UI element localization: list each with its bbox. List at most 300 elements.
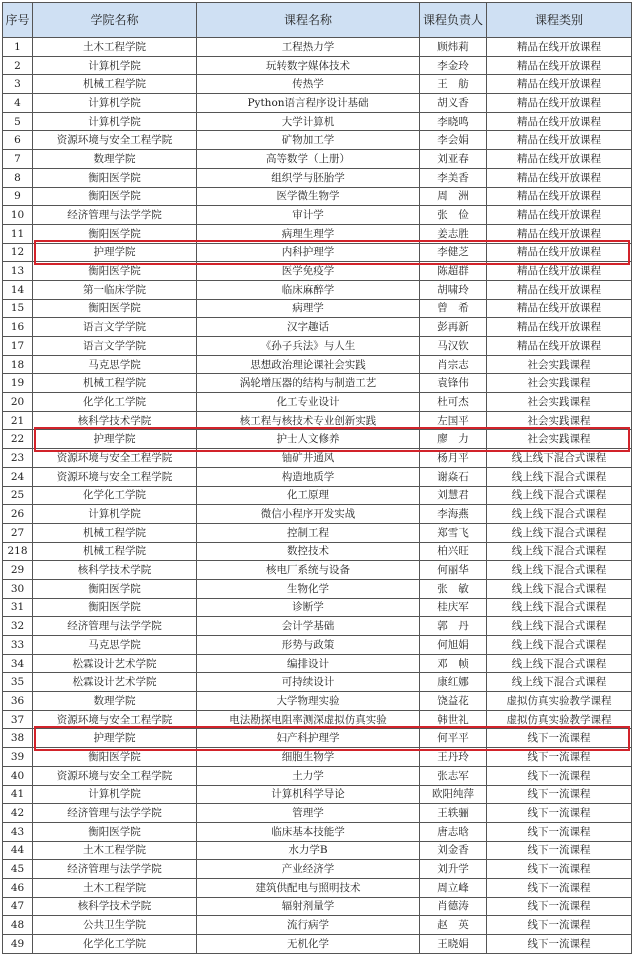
table-row <box>3 262 632 281</box>
cell-index: 2 <box>3 56 33 75</box>
cell-college: 机械工程学院 <box>33 374 197 393</box>
cell-course-category: 线上线下混合式课程 <box>487 654 632 673</box>
cell-index: 19 <box>3 374 33 393</box>
cell-course-name: 诊断学 <box>197 598 420 617</box>
cell-index: 15 <box>3 299 33 318</box>
cell-course-category: 精品在线开放课程 <box>487 150 632 169</box>
cell-college: 数理学院 <box>33 150 197 169</box>
cell-course-name: 编排设计 <box>197 654 420 673</box>
cell-course-category: 线上线下混合式课程 <box>487 561 632 580</box>
cell-course-name: 细胞生物学 <box>197 748 420 767</box>
cell-index: 8 <box>3 168 33 187</box>
table-row <box>3 916 632 935</box>
cell-college: 公共卫生学院 <box>33 916 197 935</box>
cell-course-lead: 刘亚春 <box>420 150 487 169</box>
cell-course-lead: 李金玲 <box>420 56 487 75</box>
cell-college: 计算机学院 <box>33 505 197 524</box>
cell-course-category: 线下一流课程 <box>487 822 632 841</box>
cell-course-name: 病理生理学 <box>197 224 420 243</box>
cell-course-name: 土力学 <box>197 766 420 785</box>
cell-index: 218 <box>3 542 33 561</box>
cell-index: 41 <box>3 785 33 804</box>
cell-college: 语言文学学院 <box>33 337 197 356</box>
table-row <box>3 467 632 486</box>
cell-course-lead: 张志军 <box>420 766 487 785</box>
cell-course-name: 审计学 <box>197 206 420 225</box>
cell-course-category: 线下一流课程 <box>487 729 632 748</box>
cell-index: 45 <box>3 860 33 879</box>
cell-index: 38 <box>3 729 33 748</box>
cell-college: 衡阳医学院 <box>33 262 197 281</box>
cell-course-name: 铀矿井通风 <box>197 449 420 468</box>
cell-course-category: 线上线下混合式课程 <box>487 617 632 636</box>
cell-index: 35 <box>3 673 33 692</box>
cell-college: 计算机学院 <box>33 112 197 131</box>
cell-course-name: 玩转数字媒体技术 <box>197 56 420 75</box>
cell-index: 20 <box>3 393 33 412</box>
cell-course-lead: 周立峰 <box>420 878 487 897</box>
cell-course-lead: 杜可杰 <box>420 393 487 412</box>
cell-index: 4 <box>3 94 33 113</box>
table-header <box>3 3 632 38</box>
cell-college: 护理学院 <box>33 430 197 449</box>
cell-index: 9 <box>3 187 33 206</box>
cell-course-category: 线上线下混合式课程 <box>487 467 632 486</box>
cell-course-category: 精品在线开放课程 <box>487 38 632 57</box>
cell-course-category: 精品在线开放课程 <box>487 262 632 281</box>
cell-course-lead: 杨月平 <box>420 449 487 468</box>
cell-college: 计算机学院 <box>33 94 197 113</box>
cell-course-lead: 康红娜 <box>420 673 487 692</box>
cell-course-category: 线上线下混合式课程 <box>487 523 632 542</box>
table-row <box>3 38 632 57</box>
cell-course-category: 线下一流课程 <box>487 748 632 767</box>
cell-course-lead: 李海燕 <box>420 505 487 524</box>
table-row <box>3 785 632 804</box>
cell-course-category: 精品在线开放课程 <box>487 75 632 94</box>
cell-course-lead: 李健芝 <box>420 243 487 262</box>
cell-course-lead: 张 敏 <box>420 579 487 598</box>
cell-index: 14 <box>3 280 33 299</box>
cell-course-name: 形势与政策 <box>197 636 420 655</box>
cell-index: 40 <box>3 766 33 785</box>
cell-college: 化学化工学院 <box>33 486 197 505</box>
cell-index: 22 <box>3 430 33 449</box>
cell-course-lead: 唐志晗 <box>420 822 487 841</box>
cell-course-lead: 赵 英 <box>420 916 487 935</box>
cell-course-lead: 肖宗志 <box>420 355 487 374</box>
cell-course-lead: 李会娟 <box>420 131 487 150</box>
cell-course-name: 临床基本技能学 <box>197 822 420 841</box>
cell-college: 土木工程学院 <box>33 38 197 57</box>
cell-course-name: 医学免疫学 <box>197 262 420 281</box>
cell-course-category: 精品在线开放课程 <box>487 131 632 150</box>
cell-course-lead: 饶益花 <box>420 692 487 711</box>
cell-college: 土木工程学院 <box>33 878 197 897</box>
table-row <box>3 393 632 412</box>
table-row <box>3 449 632 468</box>
cell-course-lead: 顾炜莉 <box>420 38 487 57</box>
table-row <box>3 56 632 75</box>
header-course-lead: 课程负责人 <box>420 3 487 38</box>
cell-course-category: 线上线下混合式课程 <box>487 542 632 561</box>
table-row <box>3 804 632 823</box>
cell-college: 化学化工学院 <box>33 935 197 954</box>
cell-course-category: 线下一流课程 <box>487 766 632 785</box>
cell-index: 3 <box>3 75 33 94</box>
cell-course-category: 精品在线开放课程 <box>487 224 632 243</box>
cell-index: 42 <box>3 804 33 823</box>
cell-index: 12 <box>3 243 33 262</box>
cell-college: 第一临床学院 <box>33 280 197 299</box>
cell-course-lead: 刘升学 <box>420 860 487 879</box>
cell-index: 1 <box>3 38 33 57</box>
table-row <box>3 224 632 243</box>
table-row <box>3 299 632 318</box>
cell-course-category: 线上线下混合式课程 <box>487 505 632 524</box>
header-course-category: 课程类别 <box>487 3 632 38</box>
table-row <box>3 280 632 299</box>
cell-course-lead: 张 俭 <box>420 206 487 225</box>
cell-index: 24 <box>3 467 33 486</box>
cell-course-lead: 刘金香 <box>420 841 487 860</box>
cell-course-name: 汉字趣话 <box>197 318 420 337</box>
cell-course-category: 精品在线开放课程 <box>487 206 632 225</box>
cell-college: 衡阳医学院 <box>33 299 197 318</box>
table-row <box>3 318 632 337</box>
cell-course-name: 辐射剂量学 <box>197 897 420 916</box>
cell-course-name: 妇产科护理学 <box>197 729 420 748</box>
cell-course-name: 水力学B <box>197 841 420 860</box>
cell-index: 43 <box>3 822 33 841</box>
table-row <box>3 766 632 785</box>
cell-course-lead: 胡啸玲 <box>420 280 487 299</box>
cell-college: 经济管理与法学学院 <box>33 617 197 636</box>
cell-college: 资源环境与安全工程学院 <box>33 710 197 729</box>
cell-course-name: 可持续设计 <box>197 673 420 692</box>
table-row <box>3 598 632 617</box>
table-row <box>3 94 632 113</box>
cell-course-lead: 李美香 <box>420 168 487 187</box>
table-row <box>3 355 632 374</box>
cell-college: 衡阳医学院 <box>33 822 197 841</box>
cell-course-category: 虚拟仿真实验教学课程 <box>487 692 632 711</box>
cell-college: 语言文学学院 <box>33 318 197 337</box>
cell-course-lead: 彭再新 <box>420 318 487 337</box>
cell-index: 48 <box>3 916 33 935</box>
cell-course-name: 会计学基础 <box>197 617 420 636</box>
cell-college: 核科学技术学院 <box>33 897 197 916</box>
cell-course-lead: 左国平 <box>420 411 487 430</box>
cell-college: 松霖设计艺术学院 <box>33 654 197 673</box>
cell-course-category: 线下一流课程 <box>487 804 632 823</box>
cell-college: 资源环境与安全工程学院 <box>33 467 197 486</box>
table-row <box>3 636 632 655</box>
cell-course-name: 生物化学 <box>197 579 420 598</box>
table-row <box>3 112 632 131</box>
table-row <box>3 411 632 430</box>
cell-course-lead: 姜志胜 <box>420 224 487 243</box>
cell-course-lead: 王晓娟 <box>420 935 487 954</box>
cell-course-lead: 何旭娟 <box>420 636 487 655</box>
table-row <box>3 673 632 692</box>
cell-index: 39 <box>3 748 33 767</box>
cell-course-category: 精品在线开放课程 <box>487 187 632 206</box>
cell-course-category: 线上线下混合式课程 <box>487 636 632 655</box>
cell-course-name: 核电厂系统与设备 <box>197 561 420 580</box>
cell-course-name: 内科护理学 <box>197 243 420 262</box>
cell-course-category: 线下一流课程 <box>487 897 632 916</box>
cell-index: 32 <box>3 617 33 636</box>
table-row <box>3 692 632 711</box>
cell-course-name: 高等数学（上册） <box>197 150 420 169</box>
cell-college: 计算机学院 <box>33 785 197 804</box>
table-row <box>3 935 632 954</box>
cell-course-lead: 马汉钦 <box>420 337 487 356</box>
table-row <box>3 131 632 150</box>
table-row <box>3 374 632 393</box>
table-row <box>3 523 632 542</box>
table-row <box>3 729 632 748</box>
cell-course-name: 构造地质学 <box>197 467 420 486</box>
cell-course-name: 矿物加工学 <box>197 131 420 150</box>
cell-course-lead: 何平平 <box>420 729 487 748</box>
cell-course-lead: 李晓鸣 <box>420 112 487 131</box>
cell-course-name: 工程热力学 <box>197 38 420 57</box>
cell-course-lead: 王 舫 <box>420 75 487 94</box>
cell-college: 护理学院 <box>33 729 197 748</box>
table-row <box>3 206 632 225</box>
cell-course-category: 线下一流课程 <box>487 841 632 860</box>
cell-course-name: 护士人文修养 <box>197 430 420 449</box>
cell-course-lead: 袁锋伟 <box>420 374 487 393</box>
cell-course-category: 精品在线开放课程 <box>487 280 632 299</box>
cell-index: 17 <box>3 337 33 356</box>
cell-course-category: 精品在线开放课程 <box>487 94 632 113</box>
cell-course-name: 计算机科学导论 <box>197 785 420 804</box>
header-course-name: 课程名称 <box>197 3 420 38</box>
cell-course-category: 线上线下混合式课程 <box>487 673 632 692</box>
cell-course-name: 涡轮增压器的结构与制造工艺 <box>197 374 420 393</box>
cell-college: 衡阳医学院 <box>33 187 197 206</box>
cell-index: 10 <box>3 206 33 225</box>
cell-index: 36 <box>3 692 33 711</box>
cell-index: 34 <box>3 654 33 673</box>
cell-index: 30 <box>3 579 33 598</box>
cell-course-lead: 周 洲 <box>420 187 487 206</box>
cell-college: 衡阳医学院 <box>33 748 197 767</box>
table-row <box>3 579 632 598</box>
cell-college: 经济管理与法学学院 <box>33 804 197 823</box>
cell-college: 衡阳医学院 <box>33 224 197 243</box>
cell-course-lead: 桂庆军 <box>420 598 487 617</box>
header-row <box>3 3 632 38</box>
cell-index: 27 <box>3 523 33 542</box>
cell-course-lead: 肖德涛 <box>420 897 487 916</box>
cell-index: 26 <box>3 505 33 524</box>
cell-index: 7 <box>3 150 33 169</box>
cell-index: 29 <box>3 561 33 580</box>
cell-college: 资源环境与安全工程学院 <box>33 449 197 468</box>
cell-index: 44 <box>3 841 33 860</box>
cell-college: 衡阳医学院 <box>33 168 197 187</box>
cell-college: 马克思学院 <box>33 636 197 655</box>
table-row <box>3 710 632 729</box>
cell-course-lead: 王丹玲 <box>420 748 487 767</box>
cell-college: 机械工程学院 <box>33 75 197 94</box>
table-row <box>3 748 632 767</box>
cell-index: 46 <box>3 878 33 897</box>
cell-course-category: 虚拟仿真实验教学课程 <box>487 710 632 729</box>
cell-course-name: Python语言程序设计基础 <box>197 94 420 113</box>
table-row <box>3 897 632 916</box>
cell-course-category: 社会实践课程 <box>487 430 632 449</box>
cell-college: 机械工程学院 <box>33 523 197 542</box>
table-row <box>3 561 632 580</box>
cell-course-lead: 胡义香 <box>420 94 487 113</box>
cell-course-lead: 曾 希 <box>420 299 487 318</box>
cell-college: 化学化工学院 <box>33 393 197 412</box>
cell-course-name: 传热学 <box>197 75 420 94</box>
cell-index: 5 <box>3 112 33 131</box>
cell-course-category: 精品在线开放课程 <box>487 112 632 131</box>
cell-course-category: 精品在线开放课程 <box>487 299 632 318</box>
cell-course-name: 化工专业设计 <box>197 393 420 412</box>
cell-course-category: 线下一流课程 <box>487 916 632 935</box>
cell-course-category: 线下一流课程 <box>487 785 632 804</box>
table-row <box>3 841 632 860</box>
course-table <box>2 2 632 954</box>
cell-course-name: 组织学与胚胎学 <box>197 168 420 187</box>
cell-course-name: 管理学 <box>197 804 420 823</box>
cell-course-name: 思想政治理论课社会实践 <box>197 355 420 374</box>
cell-course-category: 线下一流课程 <box>487 935 632 954</box>
cell-course-name: 控制工程 <box>197 523 420 542</box>
cell-index: 18 <box>3 355 33 374</box>
cell-course-category: 精品在线开放课程 <box>487 318 632 337</box>
table-row <box>3 168 632 187</box>
cell-course-lead: 陈超群 <box>420 262 487 281</box>
cell-course-category: 社会实践课程 <box>487 355 632 374</box>
cell-course-lead: 郑雪飞 <box>420 523 487 542</box>
cell-course-category: 精品在线开放课程 <box>487 243 632 262</box>
cell-course-category: 线上线下混合式课程 <box>487 486 632 505</box>
cell-college: 衡阳医学院 <box>33 579 197 598</box>
cell-index: 6 <box>3 131 33 150</box>
cell-course-lead: 何丽华 <box>420 561 487 580</box>
cell-college: 计算机学院 <box>33 56 197 75</box>
cell-index: 11 <box>3 224 33 243</box>
table-row <box>3 822 632 841</box>
cell-index: 21 <box>3 411 33 430</box>
table-row <box>3 75 632 94</box>
cell-college: 经济管理与法学学院 <box>33 206 197 225</box>
cell-course-name: 无机化学 <box>197 935 420 954</box>
cell-course-lead: 郭 丹 <box>420 617 487 636</box>
table-row <box>3 486 632 505</box>
table-row <box>3 150 632 169</box>
cell-course-category: 线下一流课程 <box>487 860 632 879</box>
cell-course-name: 大学物理实验 <box>197 692 420 711</box>
cell-course-name: 化工原理 <box>197 486 420 505</box>
cell-course-lead: 韩世礼 <box>420 710 487 729</box>
cell-college: 资源环境与安全工程学院 <box>33 131 197 150</box>
table-row <box>3 542 632 561</box>
cell-college: 护理学院 <box>33 243 197 262</box>
table-body <box>3 38 632 954</box>
cell-course-name: 数控技术 <box>197 542 420 561</box>
cell-course-category: 精品在线开放课程 <box>487 337 632 356</box>
cell-course-name: 微信小程序开发实战 <box>197 505 420 524</box>
table-row <box>3 243 632 262</box>
cell-index: 13 <box>3 262 33 281</box>
cell-course-name: 产业经济学 <box>197 860 420 879</box>
table-row <box>3 505 632 524</box>
cell-course-name: 流行病学 <box>197 916 420 935</box>
cell-index: 47 <box>3 897 33 916</box>
cell-course-category: 精品在线开放课程 <box>487 168 632 187</box>
table-row <box>3 860 632 879</box>
cell-course-lead: 谢焱石 <box>420 467 487 486</box>
cell-course-name: 临床麻醉学 <box>197 280 420 299</box>
cell-index: 25 <box>3 486 33 505</box>
cell-index: 31 <box>3 598 33 617</box>
header-college: 学院名称 <box>33 3 197 38</box>
table-row <box>3 187 632 206</box>
cell-course-name: 病理学 <box>197 299 420 318</box>
cell-index: 49 <box>3 935 33 954</box>
cell-course-lead: 廖 力 <box>420 430 487 449</box>
cell-course-category: 线下一流课程 <box>487 878 632 897</box>
cell-course-name: 大学计算机 <box>197 112 420 131</box>
table-row <box>3 617 632 636</box>
cell-course-category: 社会实践课程 <box>487 393 632 412</box>
header-index: 序号 <box>3 3 33 38</box>
cell-course-name: 建筑供配电与照明技术 <box>197 878 420 897</box>
table-container <box>2 2 632 954</box>
cell-college: 数理学院 <box>33 692 197 711</box>
cell-college: 核科学技术学院 <box>33 561 197 580</box>
cell-course-lead: 邓 帧 <box>420 654 487 673</box>
table-row <box>3 654 632 673</box>
table-row <box>3 878 632 897</box>
cell-college: 马克思学院 <box>33 355 197 374</box>
cell-index: 37 <box>3 710 33 729</box>
cell-index: 23 <box>3 449 33 468</box>
cell-course-category: 精品在线开放课程 <box>487 56 632 75</box>
cell-college: 松霖设计艺术学院 <box>33 673 197 692</box>
cell-index: 33 <box>3 636 33 655</box>
cell-course-name: 医学微生物学 <box>197 187 420 206</box>
cell-college: 经济管理与法学学院 <box>33 860 197 879</box>
cell-course-category: 线上线下混合式课程 <box>487 449 632 468</box>
table-row <box>3 430 632 449</box>
table-row <box>3 337 632 356</box>
cell-course-lead: 王轶骊 <box>420 804 487 823</box>
cell-college: 衡阳医学院 <box>33 598 197 617</box>
cell-college: 资源环境与安全工程学院 <box>33 766 197 785</box>
cell-course-name: 电法勘探电阻率测深虚拟仿真实验 <box>197 710 420 729</box>
cell-course-name: 《孙子兵法》与人生 <box>197 337 420 356</box>
cell-course-category: 社会实践课程 <box>487 374 632 393</box>
cell-college: 机械工程学院 <box>33 542 197 561</box>
cell-course-name: 核工程与核技术专业创新实践 <box>197 411 420 430</box>
cell-course-category: 线上线下混合式课程 <box>487 598 632 617</box>
cell-course-lead: 柏兴旺 <box>420 542 487 561</box>
cell-course-category: 线上线下混合式课程 <box>487 579 632 598</box>
cell-course-lead: 欧阳纯萍 <box>420 785 487 804</box>
cell-course-category: 社会实践课程 <box>487 411 632 430</box>
